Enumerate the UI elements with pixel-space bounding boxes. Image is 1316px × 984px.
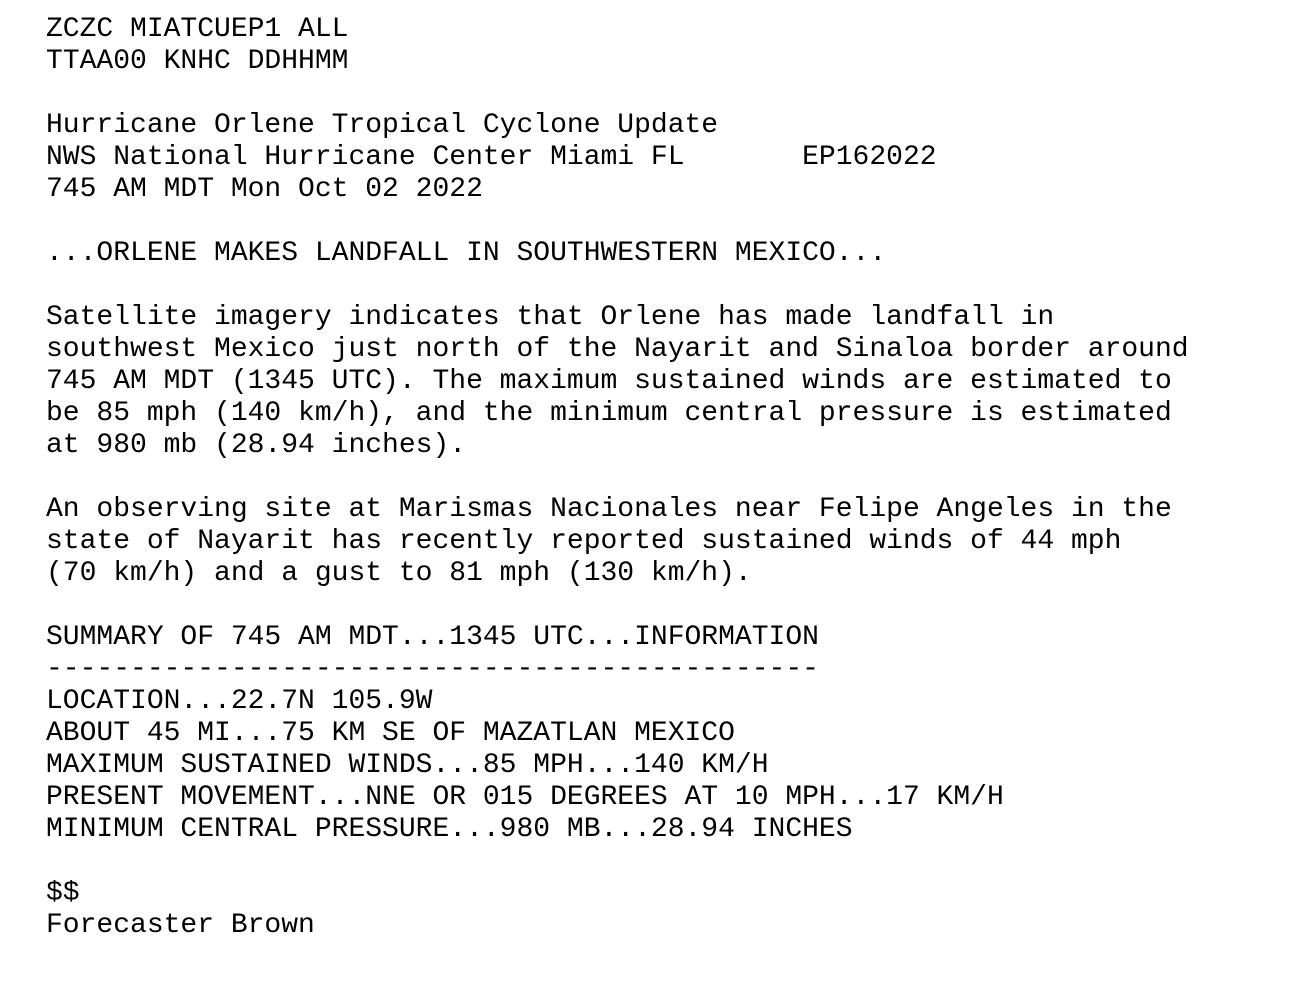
summary-about: ABOUT 45 MI...75 KM SE OF MAZATLAN MEXICO: [46, 718, 735, 749]
blank-line: [46, 270, 1189, 302]
summary-movement: PRESENT MOVEMENT...NNE OR 015 DEGREES AT 10 MPH...17 KM/H: [46, 782, 1004, 813]
blank-line: [46, 846, 1189, 878]
summary-location: LOCATION...22.7N 105.9W: [46, 686, 433, 717]
blank-line: [46, 590, 1189, 622]
blank-line: [46, 206, 1189, 238]
paragraph-1-line: Satellite imagery indicates that Orlene has made landfall in: [46, 302, 1055, 333]
issue-time: 745 AM MDT Mon Oct 02 2022: [46, 174, 483, 205]
bulletin-text: [46, 14, 1189, 942]
paragraph-2-line: An observing site at Marismas Nacionales near Felipe Angeles in the: [46, 494, 1172, 525]
paragraph-2-line: state of Nayarit has recently reported sustained winds of 44 mph: [46, 526, 1122, 557]
issuing-office: NWS National Hurricane Center Miami FL EP162022: [46, 142, 937, 173]
paragraph-1-line: at 980 mb (28.94 inches).: [46, 430, 467, 461]
paragraph-1-line: southwest Mexico just north of the Nayarit and Sinaloa border around: [46, 334, 1189, 365]
paragraph-2-line: (70 km/h) and a gust to 81 mph (130 km/h).: [46, 558, 752, 589]
header-line-1: ZCZC MIATCUEP1 ALL: [46, 14, 349, 45]
header-line-2: TTAA00 KNHC DDHHMM: [46, 46, 349, 77]
paragraph-1-line: be 85 mph (140 km/h), and the minimum central pressure is estimated: [46, 398, 1172, 429]
paragraph-1-line: 745 AM MDT (1345 UTC). The maximum sustained winds are estimated to: [46, 366, 1172, 397]
summary-rule: ----------------------------------------------: [46, 654, 819, 685]
summary-pressure: MINIMUM CENTRAL PRESSURE...980 MB...28.94 INCHES: [46, 814, 853, 845]
headline: ...ORLENE MAKES LANDFALL IN SOUTHWESTERN MEXICO...: [46, 238, 887, 269]
summary-max-winds: MAXIMUM SUSTAINED WINDS...85 MPH...140 KM/H: [46, 750, 769, 781]
blank-line: [46, 462, 1189, 494]
product-title: Hurricane Orlene Tropical Cyclone Update: [46, 110, 719, 141]
blank-line: [46, 78, 1189, 110]
forecaster-signature: Forecaster Brown: [46, 910, 315, 941]
end-marker: $$: [46, 878, 80, 909]
summary-heading: SUMMARY OF 745 AM MDT...1345 UTC...INFORMATION: [46, 622, 819, 653]
